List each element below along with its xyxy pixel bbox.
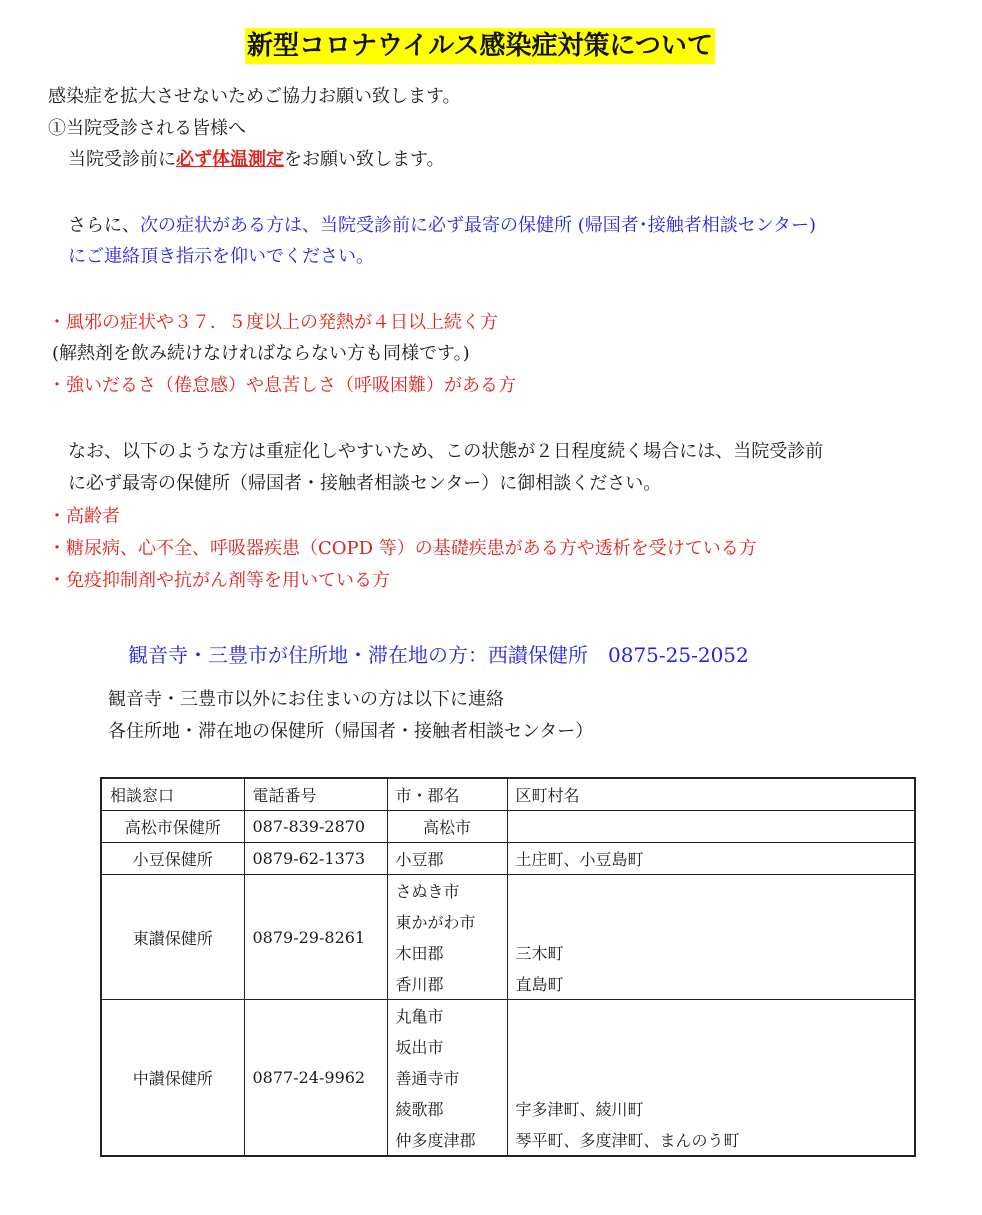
risk-group-chronic: ・糖尿病、心不全、呼吸器疾患（COPD 等）の基礎疾患がある方や透析を受けている方	[48, 538, 757, 559]
phone-cell: 0877-24-9962	[244, 1000, 387, 1157]
city-cell: さぬき市	[387, 875, 507, 907]
table-row	[101, 843, 915, 875]
towns-cell	[507, 811, 915, 843]
towns-cell	[507, 906, 915, 937]
phone-cell: 0879-29-8261	[244, 875, 387, 1000]
section1-heading: ①当院受診される皆様へ	[48, 118, 246, 139]
towns-cell	[507, 1062, 915, 1093]
advice-line-1	[68, 214, 816, 238]
city-cell: 坂出市	[387, 1031, 507, 1062]
symptom-fever: ・風邪の症状や３７．５度以上の発熱が４日以上続く方	[48, 312, 498, 333]
note-line-1: なお、以下のような方は重症化しやすいため、この状態が２日程度続く場合には、当院受診前	[68, 441, 824, 462]
header-towns: 区町村名	[507, 778, 915, 811]
symptom-fever-note: (解熱剤を飲み続けなければならない方も同様です。)	[52, 343, 470, 364]
table-row	[101, 875, 915, 907]
contact-other-2: 各住所地・滞在地の保健所（帰国者・接触者相談センター）	[108, 721, 594, 742]
towns-cell: 直島町	[507, 968, 915, 1000]
towns-cell	[507, 875, 915, 907]
header-phone: 電話番号	[244, 778, 387, 811]
health-center-table	[100, 777, 916, 1157]
contact-main: 観音寺・三豊市が住所地・滞在地の方：西讃保健所 0875-25-2052	[128, 643, 749, 667]
office-cell: 東讃保健所	[101, 875, 244, 1000]
office-cell: 中讃保健所	[101, 1000, 244, 1157]
symptom-fatigue: ・強いだるさ（倦怠感）や息苦しさ（呼吸困難）がある方	[48, 375, 516, 396]
office-cell: 高松市保健所	[101, 811, 244, 843]
table-row	[101, 1000, 915, 1032]
city-cell: 仲多度津郡	[387, 1124, 507, 1156]
advice-prefix: さらに、	[68, 215, 140, 236]
towns-cell	[507, 1031, 915, 1062]
risk-group-immuno: ・免疫抑制剤や抗がん剤等を用いている方	[48, 570, 390, 591]
towns-cell: 宇多津町、綾川町	[507, 1093, 915, 1124]
towns-cell: 琴平町、多度津町、まんのう町	[507, 1124, 915, 1156]
instruction-suffix: をお願い致します。	[284, 149, 445, 170]
risk-group-elderly: ・高齢者	[48, 506, 120, 527]
city-cell: 木田郡	[387, 937, 507, 968]
phone-cell: 087-839-2870	[244, 811, 387, 843]
office-cell: 小豆保健所	[101, 843, 244, 875]
intro-text: 感染症を拡大させないためご協力お願い致します。	[48, 86, 461, 107]
city-cell: 善通寺市	[387, 1062, 507, 1093]
header-city: 市・郡名	[387, 778, 507, 811]
city-cell: 小豆郡	[387, 843, 507, 875]
instruction-prefix: 当院受診前に	[68, 149, 176, 170]
towns-cell: 土庄町、小豆島町	[507, 843, 915, 875]
advice-rest: 次の症状がある方は、当院受診前に必ず最寄の保健所 (帰国者･接触者相談センター)	[140, 215, 817, 236]
header-office: 相談窓口	[101, 778, 244, 811]
note-line-2: に必ず最寄の保健所（帰国者・接触者相談センター）に御相談ください。	[68, 473, 662, 494]
table-header-row	[101, 778, 915, 811]
towns-cell	[507, 1000, 915, 1032]
city-cell: 高松市	[387, 811, 507, 843]
phone-cell: 0879-62-1373	[244, 843, 387, 875]
city-cell: 丸亀市	[387, 1000, 507, 1032]
advice-line-2: にご連絡頂き指示を仰いでください。	[68, 246, 374, 267]
city-cell: 綾歌郡	[387, 1093, 507, 1124]
towns-cell: 三木町	[507, 937, 915, 968]
temperature-instruction	[68, 148, 445, 172]
city-cell: 香川郡	[387, 968, 507, 1000]
table-row	[101, 811, 915, 843]
city-cell: 東かがわ市	[387, 906, 507, 937]
temperature-emphasis: 必ず体温測定	[176, 149, 284, 170]
contact-other-1: 観音寺・三豊市以外にお住まいの方は以下に連絡	[108, 689, 504, 710]
page-title: 新型コロナウイルス感染症対策について	[245, 28, 715, 64]
